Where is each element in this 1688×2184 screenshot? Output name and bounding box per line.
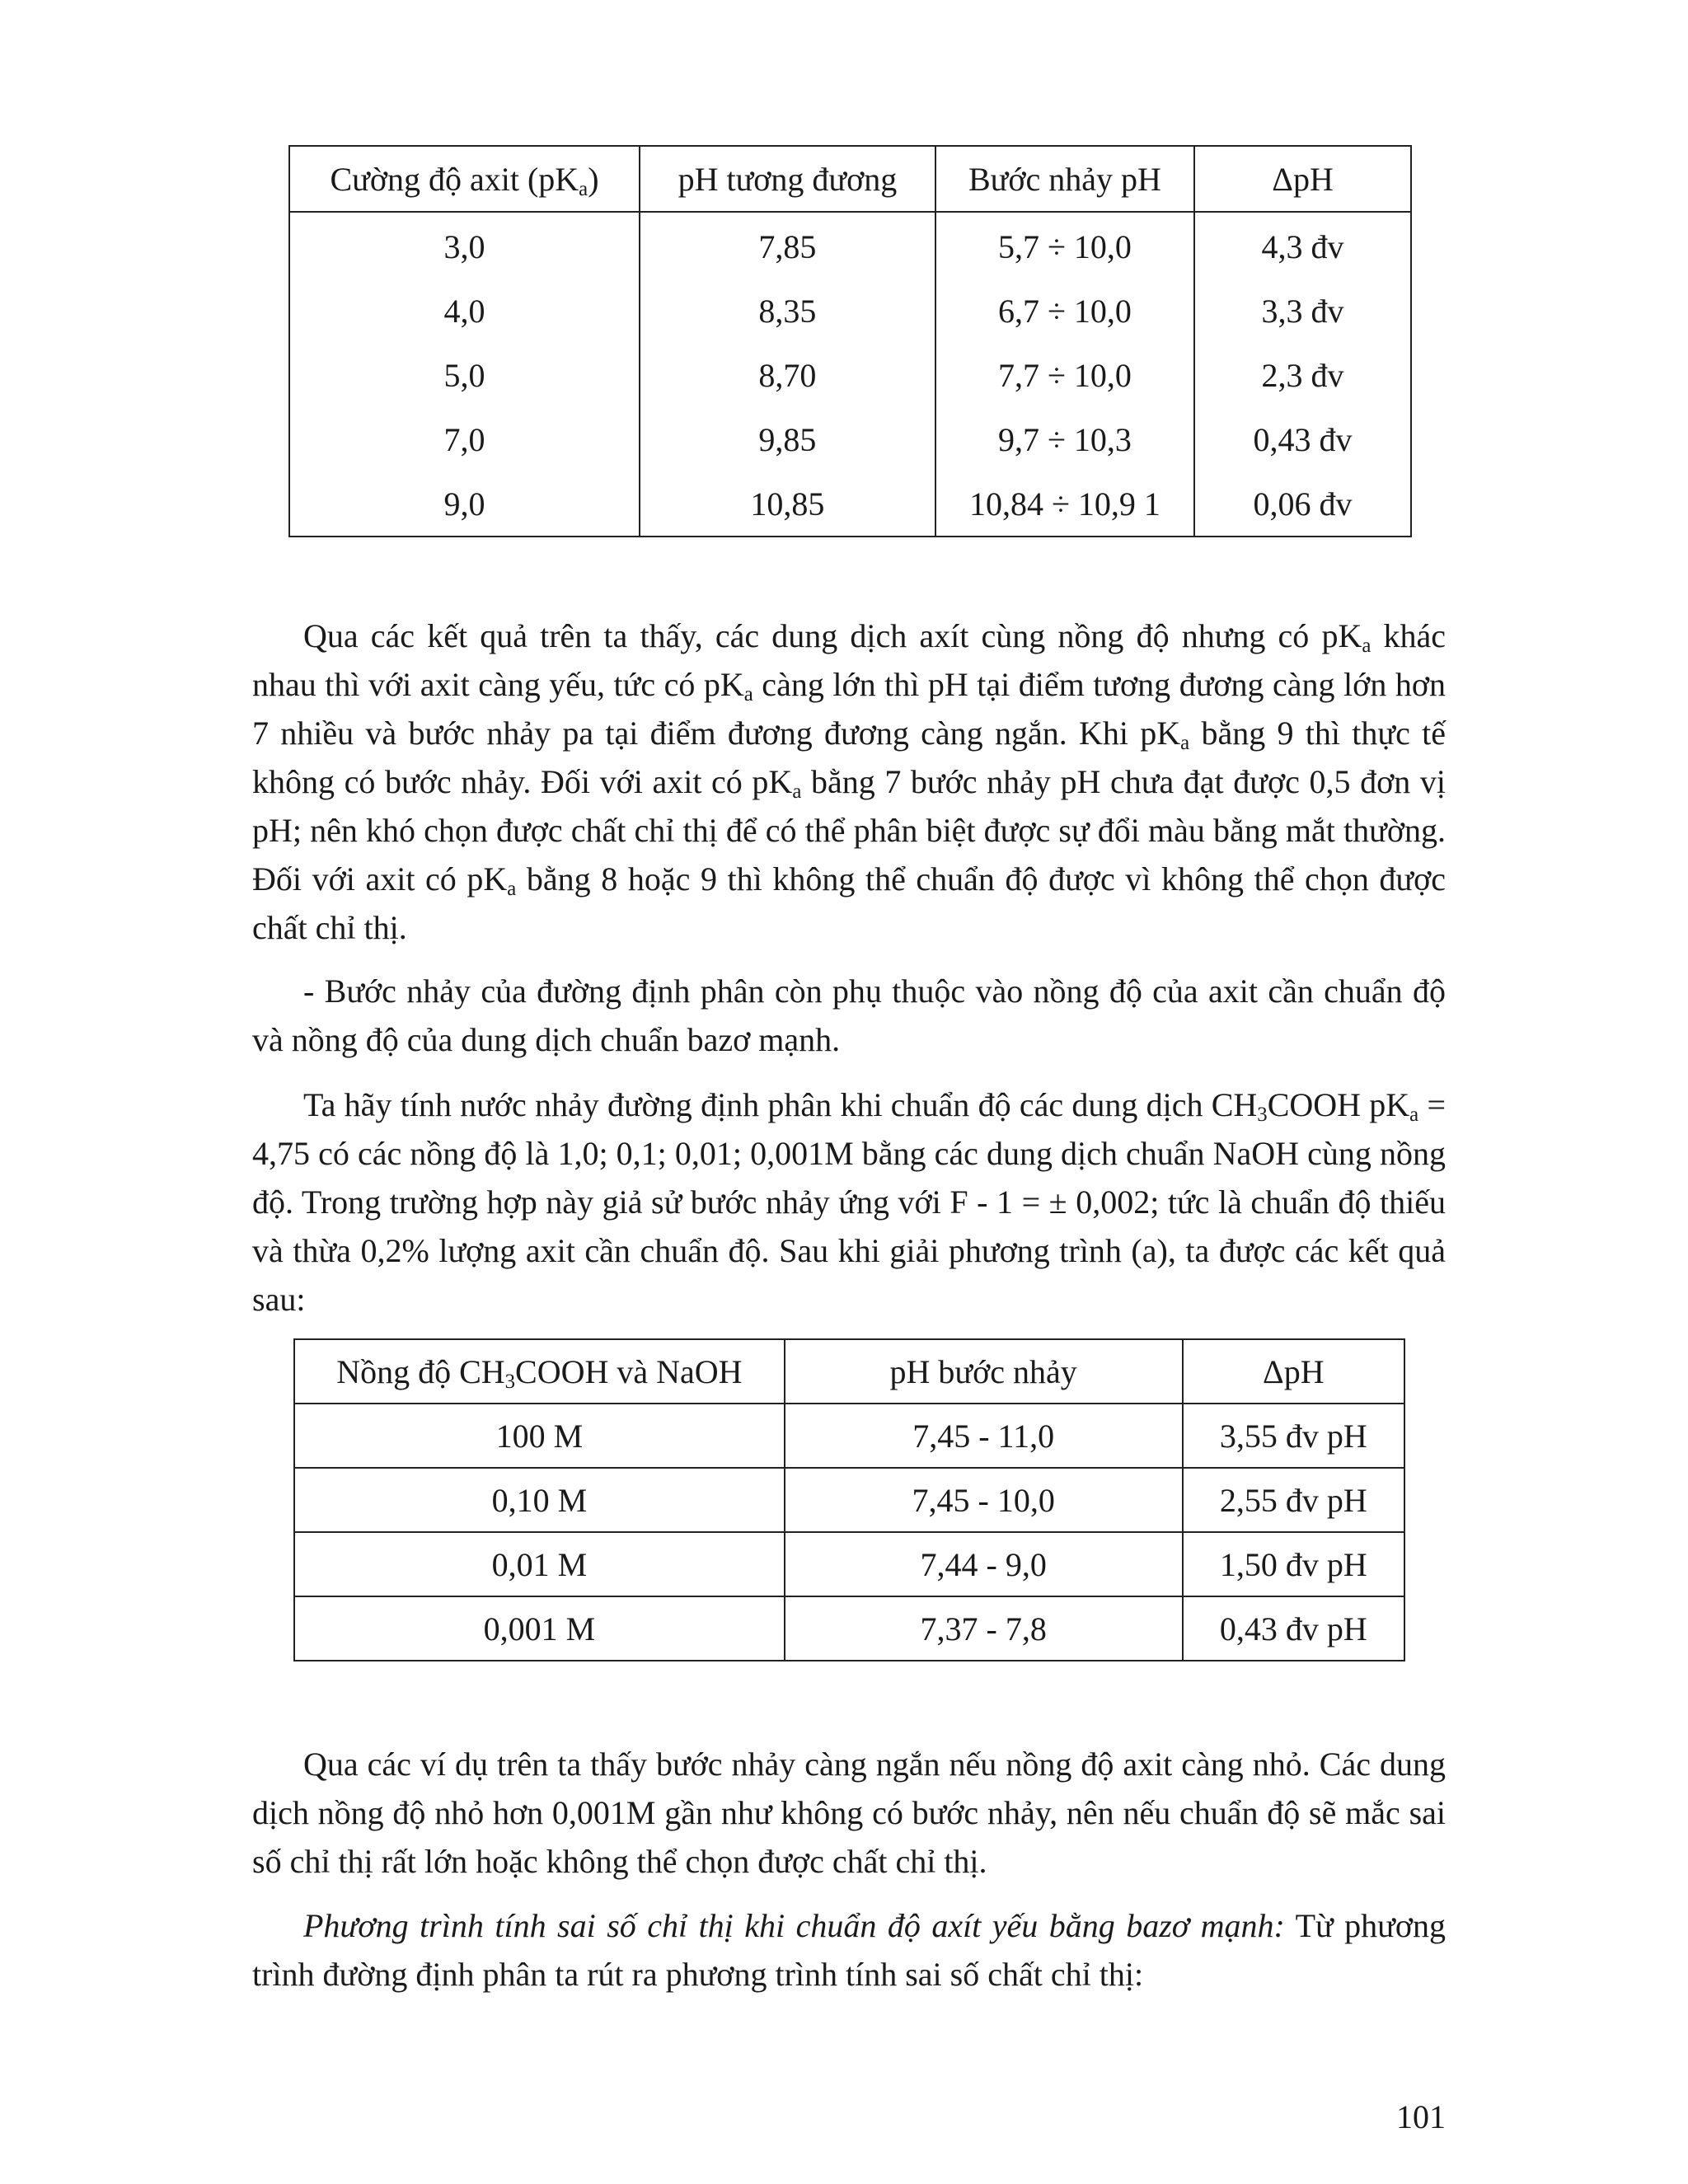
table-row (294, 1532, 1404, 1596)
table-cell: 0,10 M (294, 1468, 785, 1532)
paragraph-concentration-dependence: - Bước nhảy của đường định phân còn phụ thuộc vào nồng độ của axit cần chuẩn độ và nồng độ của dung dịch chuẩn bazơ mạnh. (252, 972, 1446, 1058)
table-cell: 0,43 đv pH (1183, 1596, 1404, 1661)
table-cell: 3,3 đv (1194, 279, 1411, 343)
header-equivalence-ph: pH tương đương (640, 146, 935, 212)
table-cell: 10,84 ÷ 10,9 1 (935, 471, 1194, 537)
table-cell: 1,50 đv pH (1183, 1532, 1404, 1596)
paragraph-conclusion: Qua các ví dụ trên ta thấy bước nhảy càng ngắn nếu nồng độ axit càng nhỏ. Các dung dịch nồng độ nhỏ hơn 0,001M gần như không có bước nhảy, nên nếu chuẩn độ sẽ mắc sai số chỉ thị rất lớn hoặc không thể chọn được chất chỉ thị. (252, 1746, 1446, 1880)
table-cell: 4,3 đv (1194, 212, 1411, 279)
table-cell: 7,0 (289, 407, 640, 471)
table-header-row (294, 1339, 1404, 1404)
paragraph-ch3cooh-example: Ta hãy tính nước nhảy đường định phân khi chuẩn độ các dung dịch $CH_3COOH$ $pK_a = 4,75$ có các nồng độ là 1,0; 0,1; 0,01; 0,001M bằng các dung dịch chuẩn NaOH cùng nồng độ. Trong trường hợp này giả sử bước nhảy ứng với F - 1 = ± 0,002; tức là chuẩn độ thiếu và thừa 0,2% lượng axit cần chuẩn độ. Sau khi giải phương trình (a), ta được các kết quả sau: (252, 1086, 1446, 1318)
page-number: 101 (1396, 2098, 1446, 2135)
table-cell: 5,0 (289, 343, 640, 407)
table-cell: 4,0 (289, 279, 640, 343)
table-cell: 9,7 ÷ 10,3 (935, 407, 1194, 471)
table-cell: 6,7 ÷ 10,0 (935, 279, 1194, 343)
table-row (289, 407, 1411, 471)
header-delta-ph: ΔpH (1194, 146, 1411, 212)
table-cell: 8,35 (640, 279, 935, 343)
header-ph-jump: pH bước nhảy (785, 1339, 1183, 1404)
table-cell: 0,01 M (294, 1532, 785, 1596)
table-cell: 10,85 (640, 471, 935, 537)
concentration-table (293, 1338, 1405, 1661)
table-cell: 0,43 đv (1194, 407, 1411, 471)
table-row (289, 212, 1411, 279)
table-cell: 3,0 (289, 212, 640, 279)
paragraph-pka-analysis: Qua các kết quả trên ta thấy, các dung dịch axít cùng nồng độ nhưng có $pK_a$ khác nhau thì với axit càng yếu, tức có $pK_a$ càng lớn thì pH tại điểm tương đương càng lớn hơn 7 nhiều và bước nhảy pa tại điểm đương đương càng ngắn. Khi $pK_a$ bằng 9 thì thực tế không có bước nhảy. Đối với axit có $pK_a$ bằng 7 bước nhảy pH chưa đạt được 0,5 đơn vị pH; nên khó chọn được chất chỉ thị để có thể phân biệt được sự đổi màu bằng mắt thường. Đối với axit có $pK_a$ bằng 8 hoặc 9 thì không thể chuẩn độ được vì không thể chọn được chất chỉ thị. (252, 617, 1446, 946)
table-cell: 0,06 đv (1194, 471, 1411, 537)
table-cell: 7,37 - 7,8 (785, 1596, 1183, 1661)
header-concentration: Nồng độ $CH_3COOH$ và NaOH (294, 1339, 785, 1404)
table-row (289, 343, 1411, 407)
table-cell: 3,55 đv pH (1183, 1404, 1404, 1468)
table-cell: 8,70 (640, 343, 935, 407)
table-cell: 100 M (294, 1404, 785, 1468)
table-cell: 9,85 (640, 407, 935, 471)
pka-comparison-table (288, 145, 1412, 537)
table-row (294, 1596, 1404, 1661)
paragraph-indicator-error: Phương trình tính sai số chỉ thị khi chuẩn độ axít yếu bằng bazơ mạnh: Từ phương trình đường định phân ta rút ra phương trình tính sai số chất chỉ thị: (252, 1907, 1446, 1993)
table-row (289, 279, 1411, 343)
table-header-row (289, 146, 1411, 212)
table-cell: 7,45 - 10,0 (785, 1468, 1183, 1532)
table-cell: 9,0 (289, 471, 640, 537)
table-cell: 0,001 M (294, 1596, 785, 1661)
table-cell: 7,85 (640, 212, 935, 279)
header-delta-ph: ΔpH (1183, 1339, 1404, 1404)
table-cell: 2,55 đv pH (1183, 1468, 1404, 1532)
table-cell: 7,44 - 9,0 (785, 1532, 1183, 1596)
table-cell: 2,3 đv (1194, 343, 1411, 407)
table-row (289, 471, 1411, 537)
header-acid-strength: Cường độ axit $(pK_a)$ (289, 146, 640, 212)
header-ph-jump: Bước nhảy pH (935, 146, 1194, 212)
table-cell: 7,45 - 11,0 (785, 1404, 1183, 1468)
table-row (294, 1468, 1404, 1532)
table-cell: 5,7 ÷ 10,0 (935, 212, 1194, 279)
table-row (294, 1404, 1404, 1468)
table-cell: 7,7 ÷ 10,0 (935, 343, 1194, 407)
